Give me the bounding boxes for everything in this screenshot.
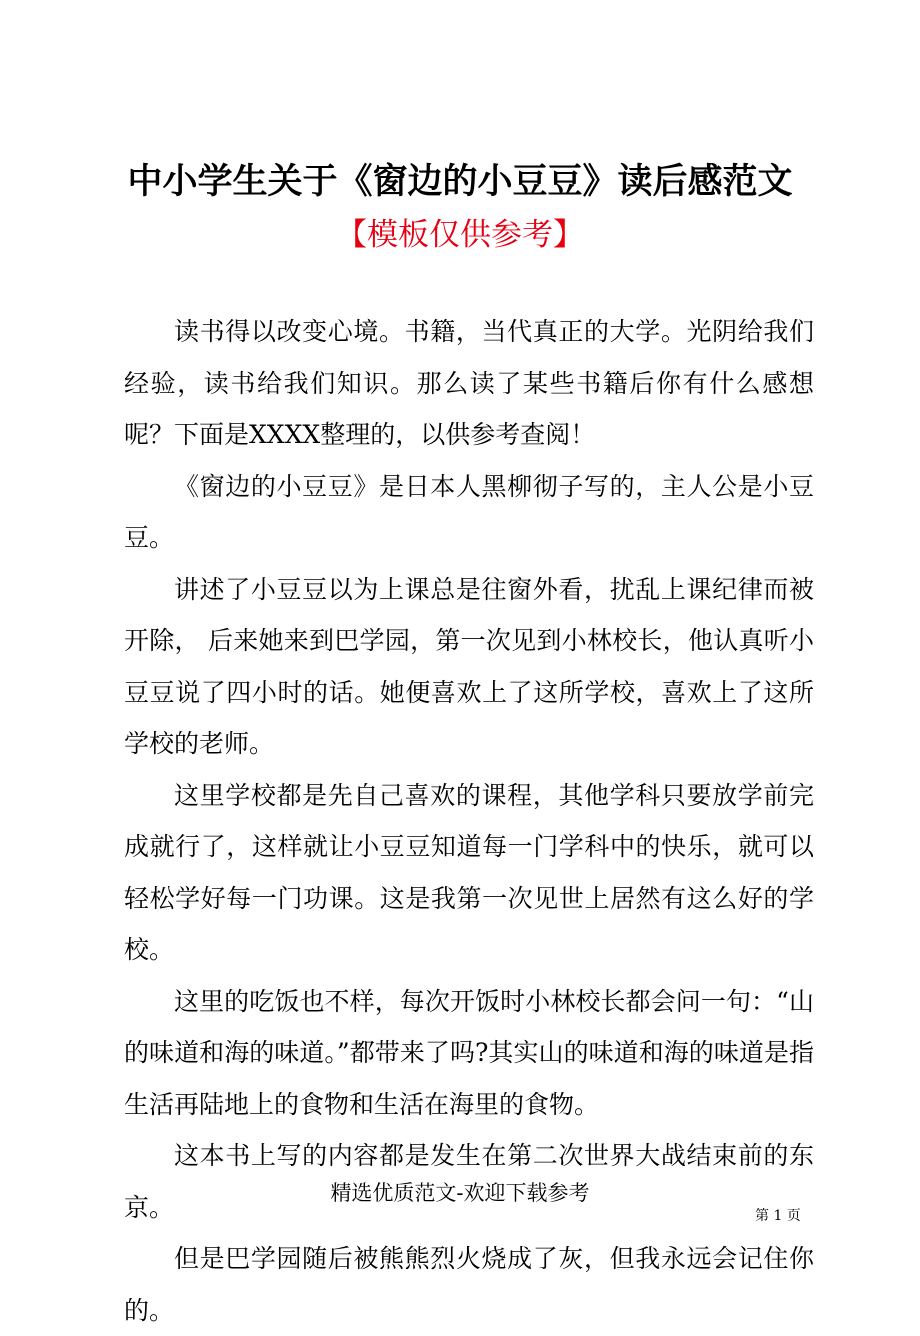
footer-text: 精选优质范文-欢迎下载参考 [330,1181,590,1205]
paragraph-7: 但是巴学园随后被熊熊烈火烧成了灰，但我永远会记住你的。 [124,1244,814,1325]
paragraph-5: 这里的吃饭也不样，每次开饭时小林校长都会问一句：“山的味道和海的味道。”都带来了吗?其实山的味道和海的味道是指生活再陆地上的食物和生活在海里的食物。 [124,986,814,1119]
paragraph-1: 读书得以改变心境。书籍，当代真正的大学。光阴给我们经验，读书给我们知识。那么读了某些书籍后你有什么感想呢？下面是XXXX整理的，以供参考查阅！ [124,317,814,449]
document-title: 中小学生关于《窗边的小豆豆》读后感范文 [127,161,793,202]
page-number: 第 1 页 [755,1208,801,1224]
paragraph-6: 这本书上写的内容都是发生在第二次世界大战结束前的东京。 [124,1141,814,1222]
paragraph-2: 《窗边的小豆豆》是日本人黑柳彻子写的，主人公是小豆豆。 [124,471,814,552]
paragraph-3: 讲述了小豆豆以为上课总是往窗外看，扰乱上课纪律而被开除， 后来她来到巴学园，第一次见到小林校长，他认真听小豆豆说了四小时的话。她便喜欢上了这所学校，喜欢上了这所学校的老师。 [124,574,814,758]
template-notice: 【模板仅供参考】 [336,217,584,253]
paragraph-4: 这里学校都是先自己喜欢的课程，其他学科只要放学前完成就行了，这样就让小豆豆知道每一门学科中的快乐，就可以轻松学好每一门功课。这是我第一次见世上居然有这么好的学校。 [124,780,814,964]
